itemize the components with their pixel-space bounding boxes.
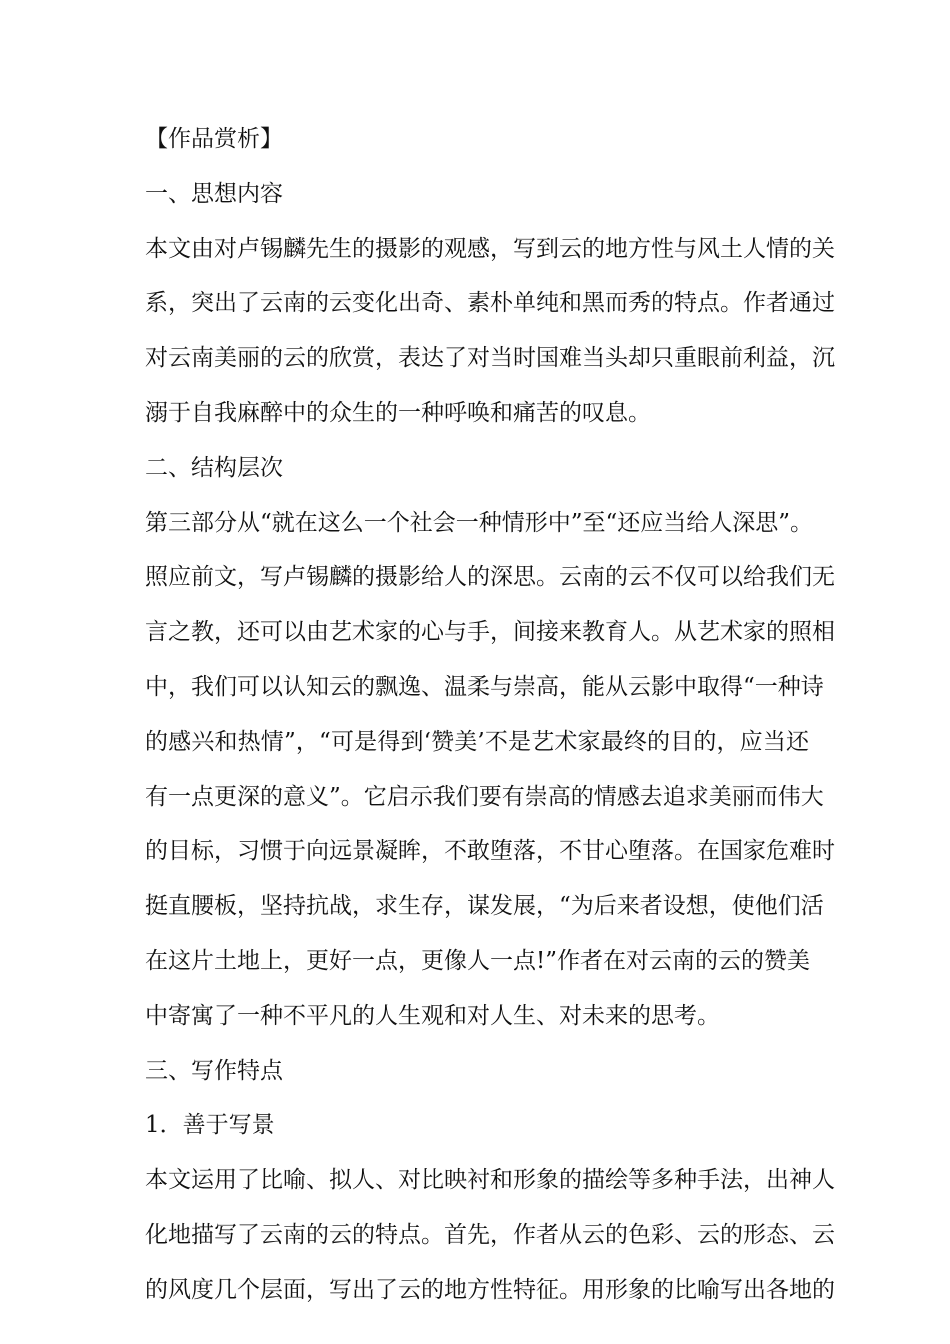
heading-writing-features: 三、写作特点 xyxy=(145,1057,283,1084)
paragraph-line: 第三部分从“就在这么一个社会一种情形中”至“还应当给人深思”。 xyxy=(145,509,814,536)
paragraph-line: 在这片土地上，更好一点，更像人一点!”作者在对云南的云的赞美 xyxy=(145,947,811,974)
paragraph-line: 中，我们可以认知云的飘逸、温柔与崇高，能从云影中取得“一种诗 xyxy=(145,673,824,700)
paragraph-line: 的目标，习惯于向远景凝眸，不敢堕落，不甘心堕落。在国家危难时 xyxy=(145,838,835,865)
document-page xyxy=(145,112,835,1318)
section-title: 【作品赏析】 xyxy=(145,126,283,152)
paragraph-line: 中寄寓了一种不平凡的人生观和对人生、对未来的思考。 xyxy=(145,1002,720,1029)
subheading-scenery: 1．善于写景 xyxy=(145,1112,275,1139)
paragraph-line: 本文由对卢锡麟先生的摄影的观感，写到云的地方性与风土人情的关 xyxy=(145,235,835,262)
paragraph-line: 的感兴和热情”，“可是得到‘赞美’不是艺术家最终的目的，应当还 xyxy=(145,728,809,755)
paragraph-line: 本文运用了比喻、拟人、对比映衬和形象的描绘等多种手法，出神人 xyxy=(145,1167,835,1194)
paragraph-line: 言之教，还可以由艺术家的心与手，间接来教育人。从艺术家的照相 xyxy=(145,619,835,646)
paragraph-line: 对云南美丽的云的欣赏，表达了对当时国难当头却只重眼前利益，沉 xyxy=(145,345,835,372)
paragraph-line: 挺直腰板，坚持抗战，求生存，谋发展，“为后来者设想，使他们活 xyxy=(145,893,824,920)
paragraph-line: 系，突出了云南的云变化出奇、素朴单纯和黑而秀的特点。作者通过 xyxy=(145,290,835,317)
paragraph-line: 有一点更深的意义”。它启示我们要有崇高的情感去追求美丽而伟大 xyxy=(145,783,824,810)
paragraph-line: 化地描写了云南的云的特点。首先，作者从云的色彩、云的形态、云 xyxy=(145,1221,835,1248)
heading-structure: 二、结构层次 xyxy=(145,454,283,481)
paragraph-line: 照应前文，写卢锡麟的摄影给人的深思。云南的云不仅可以给我们无 xyxy=(145,564,835,591)
paragraph-line: 溺于自我麻醉中的众生的一种呼唤和痛苦的叹息。 xyxy=(145,399,651,426)
paragraph-line: 的风度几个层面，写出了云的地方性特征。用形象的比喻写出各地的 xyxy=(145,1276,835,1303)
heading-thought-content: 一、思想内容 xyxy=(145,180,283,207)
